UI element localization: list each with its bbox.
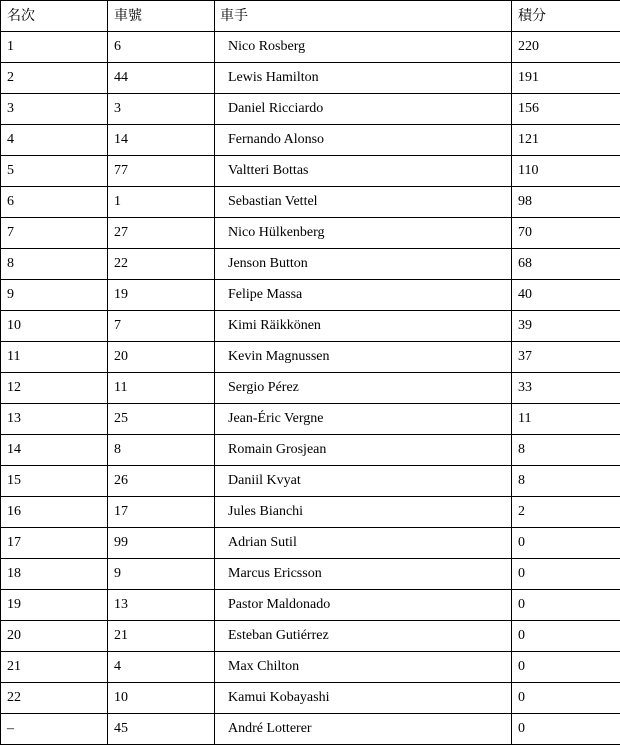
- car-number-cell: 1: [108, 187, 215, 218]
- points-cell: 8: [512, 466, 620, 497]
- car-number-cell: 8: [108, 435, 215, 466]
- rank-cell: 8: [1, 249, 108, 280]
- points-cell: 0: [512, 714, 620, 745]
- rank-cell: 20: [1, 621, 108, 652]
- table-row: [1, 249, 620, 280]
- car-number-cell: 7: [108, 311, 215, 342]
- table-row: [1, 280, 620, 311]
- table-row: [1, 32, 620, 63]
- header-points: 積分: [512, 1, 620, 32]
- table-row: [1, 590, 620, 621]
- points-cell: 40: [512, 280, 620, 311]
- rank-cell: 7: [1, 218, 108, 249]
- driver-cell: Nico Hülkenberg: [215, 218, 512, 249]
- car-number-cell: 44: [108, 63, 215, 94]
- table-row: [1, 311, 620, 342]
- points-cell: 121: [512, 125, 620, 156]
- points-cell: 220: [512, 32, 620, 63]
- rank-cell: 10: [1, 311, 108, 342]
- table-row: [1, 621, 620, 652]
- points-cell: 8: [512, 435, 620, 466]
- driver-cell: Kevin Magnussen: [215, 342, 512, 373]
- header-rank: 名次: [1, 1, 108, 32]
- car-number-cell: 4: [108, 652, 215, 683]
- header-row: [1, 1, 620, 32]
- driver-cell: Daniel Ricciardo: [215, 94, 512, 125]
- table-row: [1, 373, 620, 404]
- rank-cell: 2: [1, 63, 108, 94]
- car-number-cell: 13: [108, 590, 215, 621]
- rank-cell: 12: [1, 373, 108, 404]
- car-number-cell: 25: [108, 404, 215, 435]
- driver-cell: Adrian Sutil: [215, 528, 512, 559]
- driver-cell: Sebastian Vettel: [215, 187, 512, 218]
- rank-cell: 5: [1, 156, 108, 187]
- rank-cell: 17: [1, 528, 108, 559]
- table-row: [1, 714, 620, 745]
- car-number-cell: 6: [108, 32, 215, 63]
- driver-cell: Kimi Räikkönen: [215, 311, 512, 342]
- rank-cell: 4: [1, 125, 108, 156]
- car-number-cell: 10: [108, 683, 215, 714]
- car-number-cell: 11: [108, 373, 215, 404]
- driver-cell: Romain Grosjean: [215, 435, 512, 466]
- points-cell: 0: [512, 683, 620, 714]
- points-cell: 39: [512, 311, 620, 342]
- driver-cell: Lewis Hamilton: [215, 63, 512, 94]
- car-number-cell: 19: [108, 280, 215, 311]
- car-number-cell: 45: [108, 714, 215, 745]
- rank-cell: –: [1, 714, 108, 745]
- driver-cell: André Lotterer: [215, 714, 512, 745]
- table-row: [1, 497, 620, 528]
- points-cell: 156: [512, 94, 620, 125]
- driver-cell: Sergio Pérez: [215, 373, 512, 404]
- driver-cell: Nico Rosberg: [215, 32, 512, 63]
- table-row: [1, 94, 620, 125]
- rank-cell: 11: [1, 342, 108, 373]
- car-number-cell: 99: [108, 528, 215, 559]
- table-row: [1, 652, 620, 683]
- rank-cell: 3: [1, 94, 108, 125]
- rank-cell: 14: [1, 435, 108, 466]
- points-cell: 110: [512, 156, 620, 187]
- rank-cell: 6: [1, 187, 108, 218]
- rank-cell: 16: [1, 497, 108, 528]
- rank-cell: 1: [1, 32, 108, 63]
- driver-cell: Jenson Button: [215, 249, 512, 280]
- points-cell: 0: [512, 590, 620, 621]
- car-number-cell: 14: [108, 125, 215, 156]
- rank-cell: 21: [1, 652, 108, 683]
- driver-cell: Fernando Alonso: [215, 125, 512, 156]
- driver-cell: Jean-Éric Vergne: [215, 404, 512, 435]
- points-cell: 0: [512, 528, 620, 559]
- table-row: [1, 63, 620, 94]
- points-cell: 70: [512, 218, 620, 249]
- table-row: [1, 528, 620, 559]
- points-cell: 68: [512, 249, 620, 280]
- rank-cell: 13: [1, 404, 108, 435]
- driver-cell: Daniil Kvyat: [215, 466, 512, 497]
- table-row: [1, 218, 620, 249]
- driver-cell: Max Chilton: [215, 652, 512, 683]
- rank-cell: 22: [1, 683, 108, 714]
- table-row: [1, 683, 620, 714]
- points-cell: 2: [512, 497, 620, 528]
- points-cell: 37: [512, 342, 620, 373]
- table-row: [1, 404, 620, 435]
- rank-cell: 18: [1, 559, 108, 590]
- table-header: [1, 1, 620, 32]
- points-cell: 11: [512, 404, 620, 435]
- car-number-cell: 77: [108, 156, 215, 187]
- table-row: [1, 559, 620, 590]
- driver-cell: Felipe Massa: [215, 280, 512, 311]
- points-cell: 0: [512, 621, 620, 652]
- table-row: [1, 435, 620, 466]
- car-number-cell: 17: [108, 497, 215, 528]
- points-cell: 98: [512, 187, 620, 218]
- car-number-cell: 3: [108, 94, 215, 125]
- car-number-cell: 22: [108, 249, 215, 280]
- car-number-cell: 9: [108, 559, 215, 590]
- points-cell: 33: [512, 373, 620, 404]
- points-cell: 0: [512, 652, 620, 683]
- car-number-cell: 20: [108, 342, 215, 373]
- driver-cell: Jules Bianchi: [215, 497, 512, 528]
- points-cell: 0: [512, 559, 620, 590]
- points-cell: 191: [512, 63, 620, 94]
- table-body: [1, 32, 620, 745]
- rank-cell: 19: [1, 590, 108, 621]
- driver-cell: Marcus Ericsson: [215, 559, 512, 590]
- table-row: [1, 156, 620, 187]
- table-row: [1, 342, 620, 373]
- header-driver: 車手: [215, 1, 512, 32]
- car-number-cell: 27: [108, 218, 215, 249]
- table-row: [1, 187, 620, 218]
- car-number-cell: 26: [108, 466, 215, 497]
- car-number-cell: 21: [108, 621, 215, 652]
- driver-cell: Esteban Gutiérrez: [215, 621, 512, 652]
- driver-cell: Pastor Maldonado: [215, 590, 512, 621]
- driver-cell: Valtteri Bottas: [215, 156, 512, 187]
- table-row: [1, 125, 620, 156]
- rank-cell: 9: [1, 280, 108, 311]
- rank-cell: 15: [1, 466, 108, 497]
- driver-cell: Kamui Kobayashi: [215, 683, 512, 714]
- table-row: [1, 466, 620, 497]
- header-number: 車號: [108, 1, 215, 32]
